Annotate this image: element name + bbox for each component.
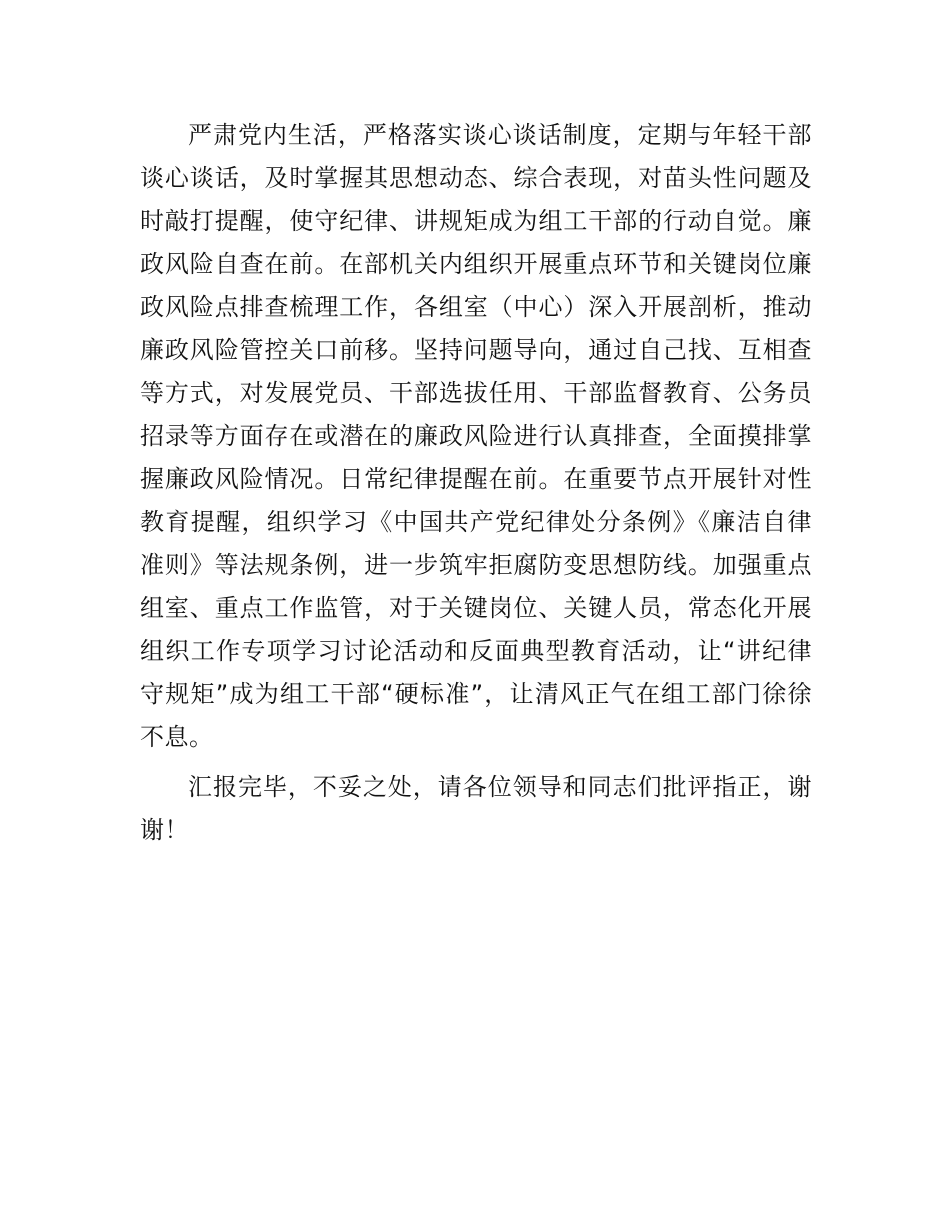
paragraph-discipline: 严肃党内生活，严格落实谈心谈话制度，定期与年轻干部谈心谈话，及时掌握其思想动态、综合表现，对苗头性问题及时敲打提醒，使守纪律、讲规矩成为组工干部的行动自觉。廉政风险自查在前。在部机关内组织开展重点环节和关键岗位廉政风险点排查梳理工作，各组室（中心）深入开展剖析，推动廉政风险管控关口前移。坚持问题导向，通过自己找、互相查等方式，对发展党员、干部选拔任用、干部监督教育、公务员招录等方面存在或潜在的廉政风险进行认真排查，全面摸排掌握廉政风险情况。日常纪律提醒在前。在重要节点开展针对性教育提醒，组织学习《中国共产党纪律处分条例》《廉洁自律准则》等法规条例，进一步筑牢拒腐防变思想防线。加强重点组室、重点工作监管，对于关键岗位、关键人员，常态化开展组织工作专项学习讨论活动和反面典型教育活动，让“讲纪律守规矩”成为组工干部“硬标准”，让清风正气在组工部门徐徐不息。: [140, 121, 812, 751]
paragraph-closing: 汇报完毕，不妥之处，请各位领导和同志们批评指正，谢谢！: [140, 773, 812, 844]
document-body: [140, 114, 812, 852]
